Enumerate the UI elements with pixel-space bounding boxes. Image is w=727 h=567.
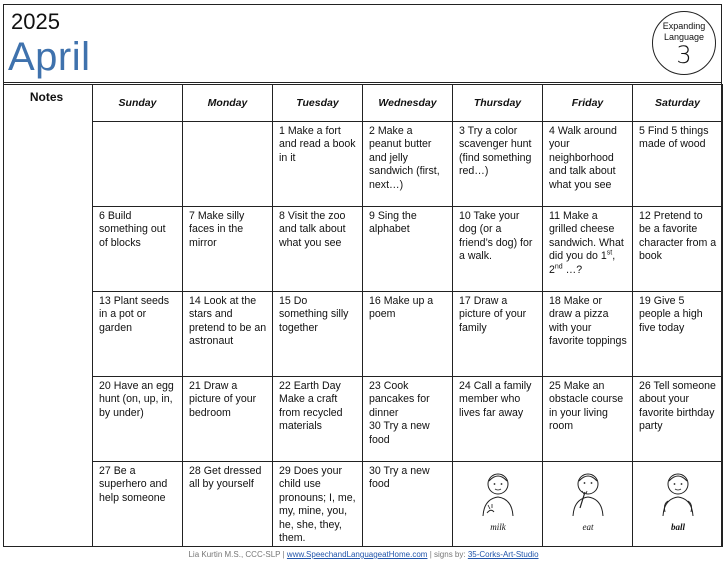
day-activity: 4 Walk around your neighborhood and talk about what you see (549, 125, 617, 191)
day-cell (453, 207, 543, 292)
notes-column (3, 84, 93, 547)
day-cell (183, 292, 273, 377)
day-cell (633, 122, 723, 207)
day-activity (183, 122, 272, 125)
badge-number: 3 (676, 41, 692, 69)
day-cell (183, 377, 273, 462)
day-cell (363, 462, 453, 547)
day-cell (363, 207, 453, 292)
day-activity: 19 Give 5 people a high five today (639, 295, 703, 334)
day-activity: 2 Make a peanut butter and jelly sandwich (first, next…) (369, 125, 440, 191)
badge-line1: Expanding (662, 21, 706, 31)
weekday-wednesday: Wednesday (363, 85, 453, 122)
sign-ball (633, 462, 722, 536)
sign-label-milk: milk (489, 522, 506, 532)
day-cell (363, 292, 453, 377)
day-cell (93, 207, 183, 292)
weekday-tuesday: Tuesday (273, 85, 363, 122)
day-cell (453, 122, 543, 207)
day-cell (543, 292, 633, 377)
week-row (93, 462, 723, 547)
day-activity: 20 Have an egg hunt (on, up, in, by under) (99, 380, 174, 419)
day-activity: 10 Take your dog (or a friend’s dog) for a walk. (459, 210, 533, 263)
day-activity: 1 Make a fort and read a book in it (279, 125, 356, 164)
day-cell (93, 462, 183, 547)
day-activity: 23 Cook pancakes for dinner 30 Try a new food (369, 380, 430, 446)
day-cell (543, 462, 633, 547)
day-cell (453, 377, 543, 462)
day-cell (453, 462, 543, 547)
day-activity: 13 Plant seeds in a pot or garden (99, 295, 170, 334)
day-cell (363, 122, 453, 207)
day-activity: 30 Try a new food (369, 465, 430, 491)
milk-sign-icon (473, 468, 523, 536)
day-cell (543, 207, 633, 292)
day-cell (633, 462, 723, 547)
sign-label-ball: ball (670, 522, 685, 532)
week-row (93, 377, 723, 462)
day-cell (543, 377, 633, 462)
header-divider (3, 82, 722, 83)
day-activity: 17 Draw a picture of your family (459, 295, 527, 334)
sign-milk (453, 462, 542, 536)
calendar-year: 2025 (11, 9, 60, 34)
weekday-thursday: Thursday (453, 85, 543, 122)
day-activity: 6 Build something out of blocks (99, 210, 166, 249)
calendar-month: April (8, 35, 91, 79)
notes-label: Notes (29, 90, 64, 104)
day-activity: 14 Look at the stars and pretend to be an astronaut (189, 295, 267, 348)
day-cell (273, 122, 363, 207)
expanding-language-badge (652, 11, 716, 75)
sign-eat (543, 462, 632, 536)
day-cell (93, 377, 183, 462)
day-activity: 3 Try a color scavenger hunt (find something red…) (459, 125, 532, 178)
day-activity: 5 Find 5 things made of wood (639, 125, 709, 151)
day-cell (633, 377, 723, 462)
weekday-monday: Monday (183, 85, 273, 122)
week-row (93, 207, 723, 292)
day-activity: 12 Pretend to be a favorite character from a book (639, 210, 717, 263)
weekday-friday: Friday (543, 85, 633, 122)
day-activity: 28 Get dressed all by yourself (189, 465, 262, 491)
day-cell (93, 122, 183, 207)
day-activity: 16 Make up a poem (369, 295, 434, 321)
badge-line2: Language (663, 32, 705, 42)
footer-separator: | (429, 550, 432, 559)
footer-separator: | (282, 550, 285, 559)
day-activity: 26 Tell someone about your favorite birthday party (639, 380, 716, 433)
day-cell (273, 292, 363, 377)
day-activity: 18 Make or draw a pizza with your favorite toppings (549, 295, 627, 348)
footer-website-link[interactable]: www.SpeechandLanguageatHome.com (286, 550, 428, 559)
day-activity: 21 Draw a picture of your bedroom (189, 380, 257, 419)
day-activity: 7 Make silly faces in the mirror (189, 210, 245, 249)
day-activity (93, 122, 182, 125)
day-activity: 15 Do something silly together (279, 295, 349, 334)
day-activity-ordinal: 11 Make a grilled cheese sandwich. What did you do 1st, 2nd …? (549, 210, 624, 276)
footer (0, 550, 727, 559)
week-row (93, 292, 723, 377)
sign-label-eat: eat (582, 522, 593, 532)
day-cell (543, 122, 633, 207)
calendar-grid (92, 84, 723, 547)
footer-signs-link[interactable]: 35-Corks-Art-Studio (467, 550, 539, 559)
eat-sign-icon (563, 468, 613, 536)
day-cell (183, 462, 273, 547)
day-cell (453, 292, 543, 377)
day-cell (633, 292, 723, 377)
day-cell (273, 377, 363, 462)
day-activity: 27 Be a superhero and help someone (99, 465, 168, 504)
day-activity: 29 Does your child use pronouns; I, me, my, mine, you, he, she, they, them. (279, 465, 356, 545)
day-activity: 24 Call a family member who lives far away (459, 380, 532, 419)
day-cell (93, 292, 183, 377)
footer-signs-prefix: signs by: (434, 550, 466, 559)
week-row (93, 122, 723, 207)
footer-author: Lia Kurtin M.S., CCC-SLP (188, 550, 281, 559)
day-activity: 8 Visit the zoo and talk about what you see (279, 210, 346, 249)
ball-sign-icon (653, 468, 703, 536)
day-cell (183, 122, 273, 207)
day-cell (273, 462, 363, 547)
day-activity: 22 Earth Day Make a craft from recycled materials (279, 380, 343, 433)
day-cell (363, 377, 453, 462)
day-cell (633, 207, 723, 292)
day-activity: 25 Make an obstacle course in your living room (549, 380, 624, 433)
weekday-header-row (93, 85, 723, 122)
day-activity: 9 Sing the alphabet (369, 210, 417, 236)
day-cell (183, 207, 273, 292)
weekday-saturday: Saturday (633, 85, 723, 122)
weekday-sunday: Sunday (93, 85, 183, 122)
day-cell (273, 207, 363, 292)
